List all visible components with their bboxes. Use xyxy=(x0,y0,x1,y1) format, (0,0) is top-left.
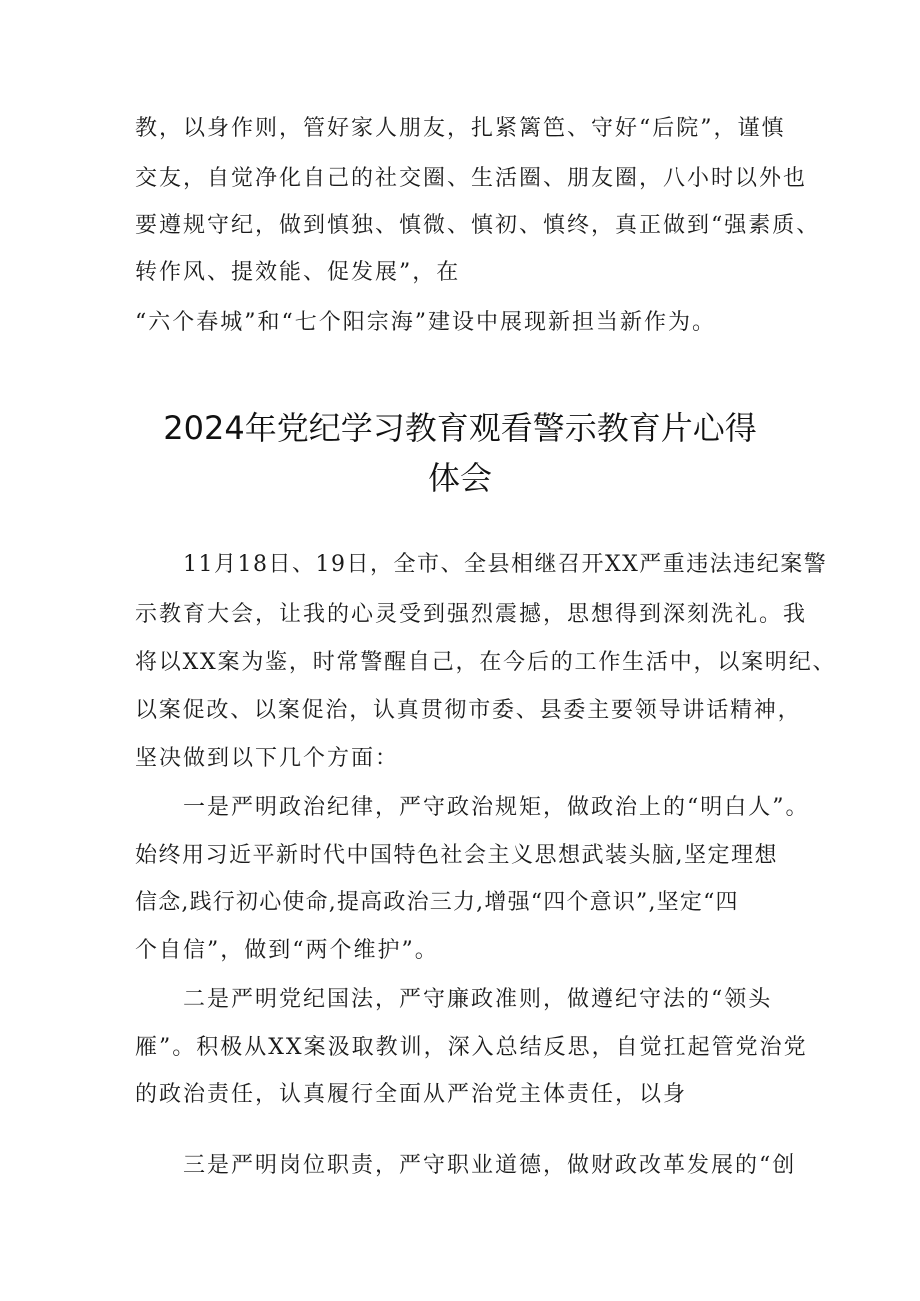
top-paragraph-line: 转作风、提效能、促发展”，在 xyxy=(135,260,461,285)
point-one-line: 信念,践行初心使命,提高政治三力,增强“四个意识”,坚定“四 xyxy=(135,890,739,915)
intro-line: 坚决做到以下几个方面： xyxy=(135,746,400,771)
point-one-line: 始终用习近平新时代中国特色社会主义思想武装头脑,坚定理想 xyxy=(135,843,778,868)
point-one-line: 个自信”，做到“两个维护”。 xyxy=(135,938,439,963)
point-two-line: 雁”。积极从XX案汲取教训，深入总结反思，自觉扛起管党治党 xyxy=(135,1035,808,1060)
intro-line: 11月18日、19日，全市、全县相继召开XX严重违法违纪案警 xyxy=(183,552,828,577)
point-two-line: 二是严明党纪国法，严守廉政准则，做遵纪守法的“领头 xyxy=(183,987,773,1012)
top-paragraph-line: 交友，自觉净化自己的社交圈、生活圈、朋友圈，八小时以外也 xyxy=(135,166,808,191)
article-title-line2: 体会 xyxy=(427,459,492,497)
top-paragraph-line: “六个春城”和“七个阳宗海”建设中展现新担当新作为。 xyxy=(135,310,716,335)
point-three-line: 三是严明岗位职责，严守职业道德，做财政改革发展的“创 xyxy=(183,1153,797,1178)
intro-line: 将以XX案为鉴，时常警醒自己，在今后的工作生活中，以案明纪、 xyxy=(135,650,837,675)
top-paragraph-line: 教，以身作则，管好家人朋友，扎紧篱笆、守好“后院”，谨慎 xyxy=(135,116,786,141)
intro-line: 示教育大会，让我的心灵受到强烈震撼，思想得到深刻洗礼。我 xyxy=(135,602,808,627)
intro-line: 以案促改、以案促治，认真贯彻市委、县委主要领导讲话精神， xyxy=(135,698,802,723)
top-paragraph-line: 要遵规守纪，做到慎独、慎微、慎初、慎终，真正做到“强素质、 xyxy=(135,213,821,238)
point-two-line: 的政治责任，认真履行全面从严治党主体责任，以身 xyxy=(135,1082,688,1107)
article-title-line1: 2024年党纪学习教育观看警示教育片心得 xyxy=(163,409,757,447)
point-one-line: 一是严明政治纪律，严守政治规矩，做政治上的“明白人”。 xyxy=(183,795,810,820)
